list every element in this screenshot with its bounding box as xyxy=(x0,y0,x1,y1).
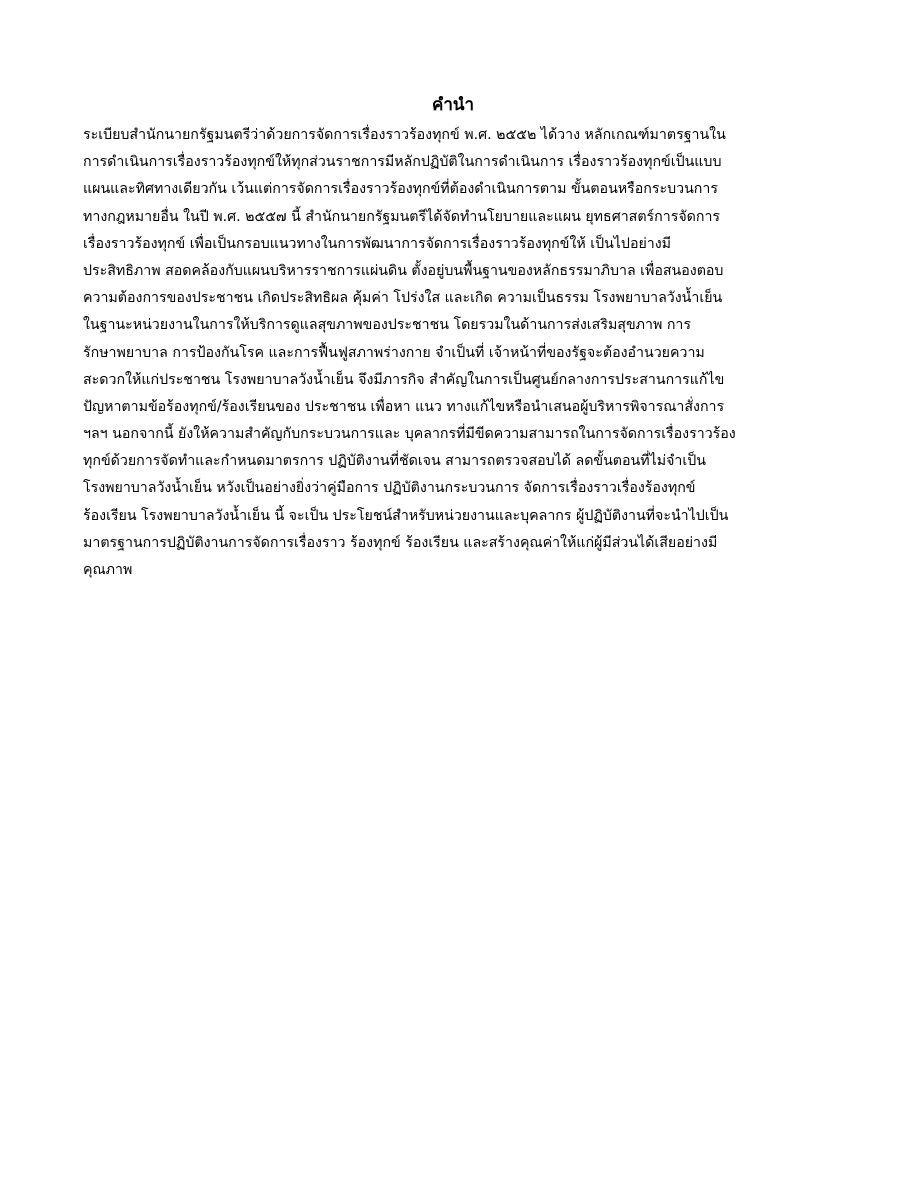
paragraph-line: ระเบียบสำนักนายกรัฐมนตรีว่าด้วยการจัดการเรื่องราวร้องทุกข์ พ.ศ. ๒๕๕๒ ได้วาง หลักเกณฑ์มาตรฐานใน xyxy=(83,127,726,143)
paragraph-line: ร้องเรียน โรงพยาบาลวังน้ำเย็น นี้ จะเป็น ประโยชน์สำหรับหน่วยงานและบุคลากร ผู้ปฏิบัติงานที่จะนำไปเป็น xyxy=(83,507,729,524)
paragraph-line: มาตรฐานการปฏิบัติงานการจัดการเรื่องราว ร้องทุกข์ ร้องเรียน และสร้างคุณค่าให้แก่ผู้มีส่วนได้เสียอย่างมี xyxy=(83,534,718,551)
document-title: คำนำ xyxy=(431,95,475,115)
paragraph-line: ทุกข์ด้วยการจัดทำและกำหนดมาตรการ ปฏิบัติงานที่ชัดเจน สามารถตรวจสอบได้ ลดขั้นตอนที่ไม่จำเป็น xyxy=(83,453,706,470)
paragraph-line: ฯลฯ นอกจากนี้ ยังให้ความสำคัญกับกระบวนการและ บุคลากรที่มีขีดความสามารถในการจัดการเรื่องราวร้อง xyxy=(83,426,736,443)
paragraph-line: โรงพยาบาลวังน้ำเย็น หวังเป็นอย่างยิ่งว่าคู่มือการ ปฏิบัติงานกระบวนการ จัดการเรื่องราวเรื่องร้องทุกข์ xyxy=(83,480,696,497)
paragraph-line: ในฐานะหน่วยงานในการให้บริการดูแลสุขภาพของประชาชน โดยรวมในด้านการส่งเสริมสุขภาพ การ xyxy=(83,317,692,334)
paragraph-line: คุณภาพ xyxy=(83,562,133,578)
paragraph-line: ทางกฎหมายอื่น ในปี พ.ศ. ๒๕๕๗ นี้ สำนักนายกรัฐมนตรีได้จัดทำนโยบายและแผน ยุทธศาสตร์การจัดการ xyxy=(83,208,721,225)
paragraph-line: ประสิทธิภาพ สอดคล้องกับแผนบริหารราชการแผ่นดิน ตั้งอยู่บนพื้นฐานของหลักธรรมาภิบาล เพื่อสนองตอบ xyxy=(83,262,724,279)
preface-body xyxy=(83,122,803,584)
paragraph-line: เรื่องราวร้องทุกข์ เพื่อเป็นกรอบแนวทางในการพัฒนาการจัดการเรื่องราวร้องทุกข์ให้ เป็นไปอย่างมี xyxy=(83,235,672,252)
paragraph-line: รักษาพยาบาล การป้องกันโรค และการฟื้นฟูสภาพร่างกาย จำเป็นที่ เจ้าหน้าที่ของรัฐจะต้องอำนวยความ xyxy=(83,344,705,361)
paragraph-line: แผนและทิศทางเดียวกัน เว้นแต่การจัดการเรื่องราวร้องทุกข์ที่ต้องดำเนินการตาม ขั้นตอนหรือกระบวนการ xyxy=(83,181,718,198)
paragraph-line: ปัญหาตามข้อร้องทุกข์/ร้องเรียนของ ประชาชน เพื่อหา แนว ทางแก้ไขหรือนำเสนอผู้บริหารพิจารณาสั่งการ xyxy=(83,398,725,415)
paragraph-line: การดำเนินการเรื่องราวร้องทุกข์ให้ทุกส่วนราชการมีหลักปฏิบัติในการดำเนินการ เรื่องราวร้องทุกข์เป็นแบบ xyxy=(83,154,722,171)
paragraph-line: ความต้องการของประชาชน เกิดประสิทธิผล คุ้มค่า โปร่งใส และเกิด ความเป็นธรรม โรงพยาบาลวังน้ำเย็น xyxy=(83,290,723,307)
paragraph-line: สะดวกให้แก่ประชาชน โรงพยาบาลวังน้ำเย็น จึงมีภารกิจ สำคัญในการเป็นศูนย์กลางการประสานการแก้ไข xyxy=(83,371,725,388)
